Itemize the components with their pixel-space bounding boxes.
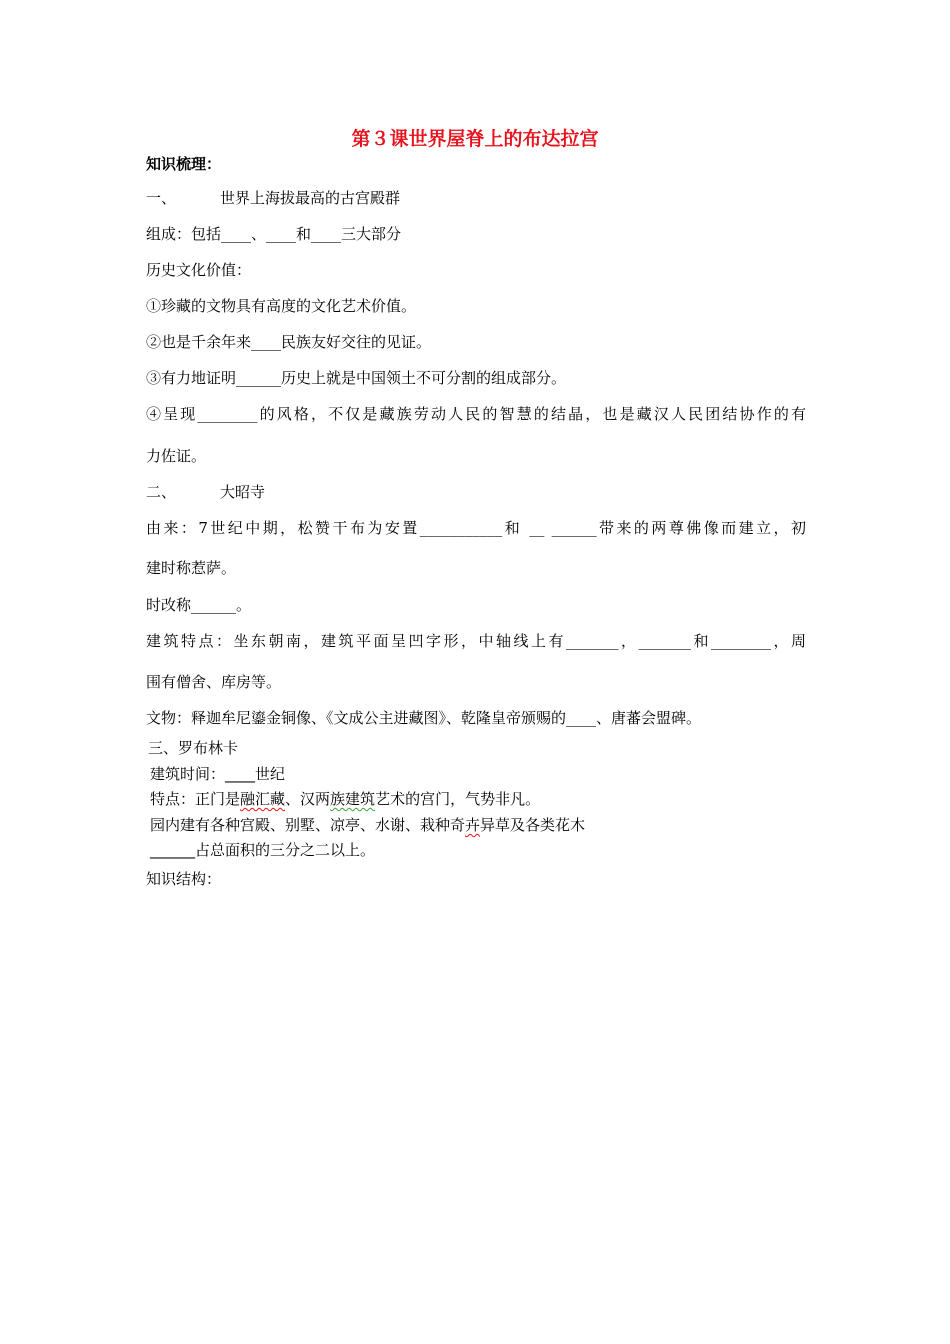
garden-line xyxy=(150,815,585,835)
composition-line: 组成：包括____、____和____三大部分 xyxy=(146,225,402,243)
value-item-4-line-2: 力佐证。 xyxy=(146,447,207,465)
section-one-title: 世界上海拔最高的古宫殿群 xyxy=(220,189,401,207)
features-line xyxy=(150,789,540,809)
architecture-line-2: 围有僧舍、库房等。 xyxy=(146,673,282,691)
garden-text-2: 卉 xyxy=(465,816,481,834)
section-two-heading xyxy=(146,482,265,502)
section-heading-knowledge-review: 知识梳理： xyxy=(146,155,222,173)
features-text-3: 、汉两 xyxy=(285,790,331,808)
section-two-number: 二、 xyxy=(146,483,177,501)
value-item-1: ①珍藏的文物具有高度的文化艺术价值。 xyxy=(146,297,417,315)
features-text-1: 特点：正门是 xyxy=(150,790,241,808)
garden-text-3: 异草及各类花木 xyxy=(480,816,586,834)
construction-time-line: 建筑时间：____世纪 xyxy=(150,765,286,783)
features-text-5: 艺术的宫门，气势非凡。 xyxy=(375,790,541,808)
section-one-number: 一、 xyxy=(146,189,177,207)
relics-line: 文物：释迦牟尼鎏金铜像、《文成公主进藏图》、乾隆皇帝颁赐的____、唐蕃会盟碑。 xyxy=(146,709,702,727)
area-line: ______占总面积的三分之二以上。 xyxy=(150,841,376,859)
cultural-value-label: 历史文化价值： xyxy=(146,261,252,279)
value-item-2: ②也是千余年来____民族友好交往的见证。 xyxy=(146,333,432,351)
section-heading-knowledge-structure: 知识结构： xyxy=(146,870,222,888)
section-two-title: 大昭寺 xyxy=(220,483,266,501)
features-text-2: 融汇藏 xyxy=(240,790,286,808)
renamed-line: 时改称______。 xyxy=(146,596,252,614)
section-three-heading: 三、罗布林卡 xyxy=(148,739,239,757)
value-item-4-line-1: ④呈现________的风格，不仅是藏族劳动人民的智慧的结晶，也是藏汉人民团结协作的有 xyxy=(146,405,806,423)
page-title: 第３课世界屋脊上的布达拉宫 xyxy=(351,128,599,150)
origin-line-2: 建时称惹萨。 xyxy=(146,559,237,577)
value-item-3: ③有力地证明______历史上就是中国领土不可分割的组成部分。 xyxy=(146,369,567,387)
origin-line-1: 由来：7世纪中期，松赞干布为安置___________和 __ ______带来的两尊佛像而建立，初 xyxy=(146,519,806,537)
architecture-line-1: 建筑特点：坐东朝南，建筑平面呈凹字形，中轴线上有_______，_______和________，周 xyxy=(146,632,806,650)
features-text-4: 族建筑 xyxy=(330,790,376,808)
section-one-heading xyxy=(146,188,400,208)
garden-text-1: 园内建有各种宫殿、别墅、凉亭、水谢、栽种奇 xyxy=(150,816,466,834)
